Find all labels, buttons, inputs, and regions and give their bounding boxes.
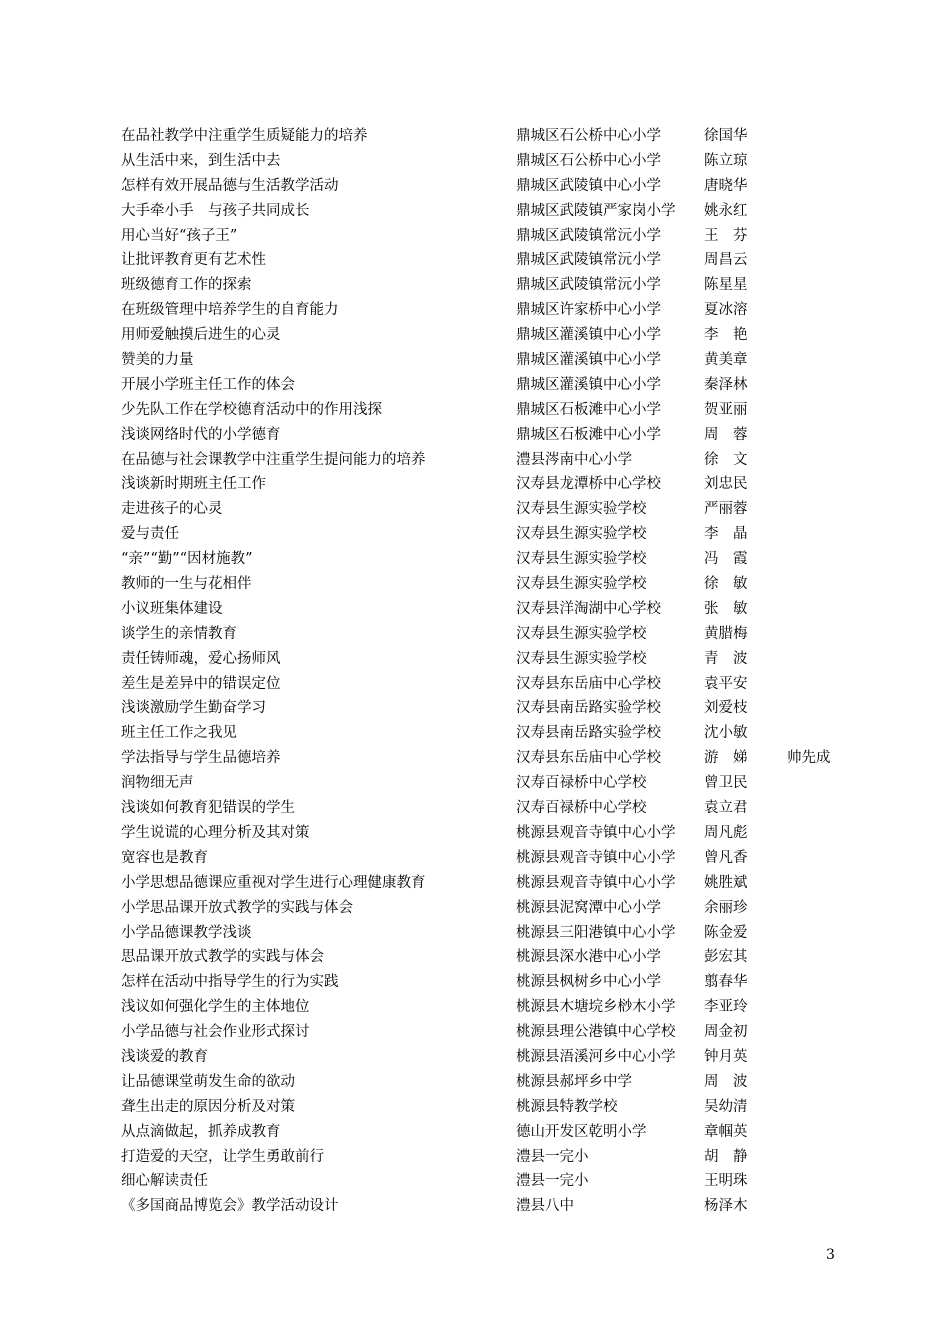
paper-title: 让品德课堂萌发生命的欲动 (121, 1073, 295, 1090)
school-name: 鼎城区武陵镇中心小学 (516, 177, 661, 194)
list-item (121, 224, 881, 249)
paper-title: 怎样有效开展品德与生活教学活动 (121, 177, 339, 194)
school-name: 汉寿县生源实验学校 (516, 576, 647, 593)
list-item (121, 547, 881, 572)
paper-title: 从点滴做起，抓养成教育 (121, 1123, 281, 1140)
paper-title: 教师的一生与花相伴 (121, 576, 252, 593)
school-name: 桃源县观音寺镇中心小学 (516, 874, 676, 891)
author-name: 胡 静 (704, 1148, 748, 1165)
list-item (121, 273, 881, 298)
author-name: 彭宏其 (704, 949, 748, 966)
author-name: 袁立君 (704, 800, 748, 817)
author-name: 刘爱枝 (704, 700, 748, 717)
list-item (121, 1045, 881, 1070)
school-name: 鼎城区许家桥中心小学 (516, 302, 661, 319)
author-name: 姚胜斌 (704, 874, 748, 891)
author-name: 徐 文 (704, 451, 748, 468)
list-item (121, 945, 881, 970)
paper-title: 小议班集体建设 (121, 600, 223, 617)
school-name: 桃源县枫树乡中心小学 (516, 974, 661, 991)
paper-title: 学法指导与学生品德培养 (121, 750, 281, 767)
paper-title: 聋生出走的原因分析及对策 (121, 1098, 295, 1115)
paper-title: 浅谈爱的教育 (121, 1048, 208, 1065)
author-name: 贺亚丽 (704, 401, 748, 418)
paper-title: 浅谈新时期班主任工作 (121, 476, 266, 493)
author-name: 唐晓华 (704, 177, 748, 194)
list-item (121, 149, 881, 174)
school-name: 鼎城区灌溪镇中心小学 (516, 327, 661, 344)
list-item (121, 672, 881, 697)
paper-title: 《多国商品博览会》教学活动设计 (121, 1198, 339, 1215)
author-name: 严丽蓉 (704, 501, 748, 518)
author-name: 周昌云 (704, 252, 748, 269)
school-name: 汉寿百禄桥中心学校 (516, 800, 647, 817)
school-name: 鼎城区灌溪镇中心小学 (516, 352, 661, 369)
school-name: 汉寿县生源实验学校 (516, 650, 647, 667)
paper-title: 班级德育工作的探索 (121, 277, 252, 294)
school-name: 汉寿县生源实验学校 (516, 625, 647, 642)
paper-title: 思品课开放式教学的实践与体会 (121, 949, 324, 966)
school-name: 澧县八中 (516, 1198, 574, 1215)
list-item (121, 124, 881, 149)
list-item (121, 572, 881, 597)
school-name: 桃源县观音寺镇中心小学 (516, 824, 676, 841)
list-item (121, 721, 881, 746)
school-name: 桃源县观音寺镇中心小学 (516, 849, 676, 866)
school-name: 桃源县三阳港镇中心小学 (516, 924, 676, 941)
author-name: 章帼英 (704, 1123, 748, 1140)
paper-title: 责任铸师魂，爱心扬师风 (121, 650, 281, 667)
paper-title: 打造爱的天空，让学生勇敢前行 (121, 1148, 324, 1165)
list-item (121, 821, 881, 846)
list-item (121, 597, 881, 622)
paper-title: “亲”“勤”“因材施教” (121, 551, 253, 568)
author-name: 余丽珍 (704, 899, 748, 916)
paper-title: 浅谈如何教育犯错误的学生 (121, 800, 295, 817)
author-name: 黄美章 (704, 352, 748, 369)
author-name: 曾凡香 (704, 849, 748, 866)
author-name: 翦春华 (704, 974, 748, 991)
school-name: 汉寿县生源实验学校 (516, 551, 647, 568)
paper-title: 走进孩子的心灵 (121, 501, 223, 518)
paper-list (121, 124, 881, 1219)
list-item (121, 398, 881, 423)
list-item (121, 796, 881, 821)
author-name: 徐 敏 (704, 576, 748, 593)
paper-title: 班主任工作之我见 (121, 725, 237, 742)
list-item (121, 896, 881, 921)
school-name: 汉寿县龙潭桥中心学校 (516, 476, 661, 493)
author-name: 青 波 (704, 650, 748, 667)
list-item (121, 696, 881, 721)
school-name: 鼎城区灌溪镇中心小学 (516, 376, 661, 393)
paper-title: 从生活中来，到生活中去 (121, 152, 281, 169)
author-name: 陈金爱 (704, 924, 748, 941)
list-item (121, 1169, 881, 1194)
paper-title: 大手牵小手 与孩子共同成长 (121, 202, 310, 219)
list-item (121, 423, 881, 448)
school-name: 鼎城区石板滩中心小学 (516, 401, 661, 418)
paper-title: 小学品德与社会作业形式探讨 (121, 1024, 310, 1041)
author-name: 沈小敏 (704, 725, 748, 742)
school-name: 鼎城区武陵镇常沅小学 (516, 277, 661, 294)
list-item (121, 622, 881, 647)
paper-title: 开展小学班主任工作的体会 (121, 376, 295, 393)
school-name: 鼎城区石公桥中心小学 (516, 128, 661, 144)
list-item (121, 497, 881, 522)
school-name: 澧县涔南中心小学 (516, 451, 632, 468)
list-item (121, 1145, 881, 1170)
school-name: 汉寿县东岳庙中心学校 (516, 750, 661, 767)
paper-title: 让批评教育更有艺术性 (121, 252, 266, 269)
author-name: 周金初 (704, 1024, 748, 1041)
paper-title: 差生是差异中的错误定位 (121, 675, 281, 692)
school-name: 鼎城区石公桥中心小学 (516, 152, 661, 169)
list-item (121, 647, 881, 672)
author-name: 姚永红 (704, 202, 748, 219)
list-item (121, 323, 881, 348)
school-name: 汉寿县洋淘湖中心学校 (516, 600, 661, 617)
list-item (121, 771, 881, 796)
school-name: 桃源县特教学校 (516, 1098, 618, 1115)
list-item (121, 348, 881, 373)
list-item (121, 970, 881, 995)
school-name: 汉寿县南岳路实验学校 (516, 725, 661, 742)
list-item (121, 174, 881, 199)
paper-title: 少先队工作在学校德育活动中的作用浅探 (121, 401, 382, 418)
author-name: 陈立琼 (704, 152, 748, 169)
author-name: 李 晶 (704, 526, 748, 543)
list-item (121, 1194, 881, 1219)
paper-title: 浅谈激励学生勤奋学习 (121, 700, 266, 717)
author-name: 秦泽林 (704, 376, 748, 393)
author-name: 李亚玲 (704, 999, 748, 1016)
paper-title: 谈学生的亲情教育 (121, 625, 237, 642)
list-item (121, 921, 881, 946)
list-item (121, 1020, 881, 1045)
list-item (121, 995, 881, 1020)
school-name: 汉寿县生源实验学校 (516, 501, 647, 518)
list-item (121, 472, 881, 497)
paper-title: 浅谈网络时代的小学德育 (121, 426, 281, 443)
author-name: 周 波 (704, 1073, 748, 1090)
school-name: 鼎城区武陵镇常沅小学 (516, 227, 661, 244)
author-name: 游 娣 (704, 750, 748, 767)
paper-title: 怎样在活动中指导学生的行为实践 (121, 974, 339, 991)
school-name: 澧县一完小 (516, 1173, 589, 1190)
school-name: 澧县一完小 (516, 1148, 589, 1165)
author-name: 夏冰溶 (704, 302, 748, 319)
author-name: 杨泽木 (704, 1198, 748, 1215)
list-item (121, 871, 881, 896)
school-name: 桃源县理公港镇中心学校 (516, 1024, 676, 1041)
list-item (121, 846, 881, 871)
paper-title: 宽容也是教育 (121, 849, 208, 866)
list-item (121, 373, 881, 398)
paper-title: 小学品德课教学浅谈 (121, 924, 252, 941)
paper-title: 学生说谎的心理分析及其对策 (121, 824, 310, 841)
list-item (121, 298, 881, 323)
school-name: 桃源县木塘垸乡桫木小学 (516, 999, 676, 1016)
author-name: 袁平安 (704, 675, 748, 692)
list-item (121, 522, 881, 547)
author-name: 周凡彪 (704, 824, 748, 841)
author-name: 王明珠 (704, 1173, 748, 1190)
page-number: 3 (826, 1247, 835, 1263)
list-item (121, 746, 881, 771)
paper-title: 细心解读责任 (121, 1173, 208, 1190)
list-item (121, 1070, 881, 1095)
author-name: 周 蓉 (704, 426, 748, 443)
school-name: 桃源县郝坪乡中学 (516, 1073, 632, 1090)
paper-title: 小学思想品德课应重视对学生进行心理健康教育 (121, 874, 426, 891)
paper-title: 小学思品课开放式教学的实践与体会 (121, 899, 353, 916)
school-name: 德山开发区乾明小学 (516, 1123, 647, 1140)
list-item (121, 448, 881, 473)
paper-title: 用心当好“孩子王” (121, 227, 238, 244)
paper-title: 润物细无声 (121, 775, 194, 792)
author-name: 王 芬 (704, 227, 748, 244)
coauthor-name: 帅先成 (787, 750, 831, 767)
school-name: 鼎城区石板滩中心小学 (516, 426, 661, 443)
author-name: 陈星星 (704, 277, 748, 294)
paper-title: 在班级管理中培养学生的自育能力 (121, 302, 339, 319)
paper-title: 在品社教学中注重学生质疑能力的培养 (121, 128, 368, 144)
author-name: 刘忠民 (704, 476, 748, 493)
author-name: 曾卫民 (704, 775, 748, 792)
school-name: 桃源县浯溪河乡中心小学 (516, 1048, 676, 1065)
school-name: 汉寿县生源实验学校 (516, 526, 647, 543)
school-name: 汉寿县南岳路实验学校 (516, 700, 661, 717)
school-name: 鼎城区武陵镇常沅小学 (516, 252, 661, 269)
school-name: 汉寿百禄桥中心学校 (516, 775, 647, 792)
paper-title: 赞美的力量 (121, 352, 194, 369)
author-name: 吴幼清 (704, 1098, 748, 1115)
author-name: 黄腊梅 (704, 625, 748, 642)
school-name: 鼎城区武陵镇严家岗小学 (516, 202, 676, 219)
author-name: 钟月英 (704, 1048, 748, 1065)
list-item (121, 1120, 881, 1145)
list-item (121, 248, 881, 273)
paper-title: 爱与责任 (121, 526, 179, 543)
author-name: 李 艳 (704, 327, 748, 344)
list-item (121, 1095, 881, 1120)
author-name: 张 敏 (704, 600, 748, 617)
author-name: 徐国华 (704, 128, 748, 144)
paper-title: 在品德与社会课教学中注重学生提问能力的培养 (121, 451, 426, 468)
paper-title: 浅议如何强化学生的主体地位 (121, 999, 310, 1016)
list-item (121, 199, 881, 224)
author-name: 冯 霞 (704, 551, 748, 568)
school-name: 汉寿县东岳庙中心学校 (516, 675, 661, 692)
school-name: 桃源县深水港中心小学 (516, 949, 661, 966)
paper-title: 用师爱触摸后进生的心灵 (121, 327, 281, 344)
school-name: 桃源县泥窝潭中心小学 (516, 899, 661, 916)
